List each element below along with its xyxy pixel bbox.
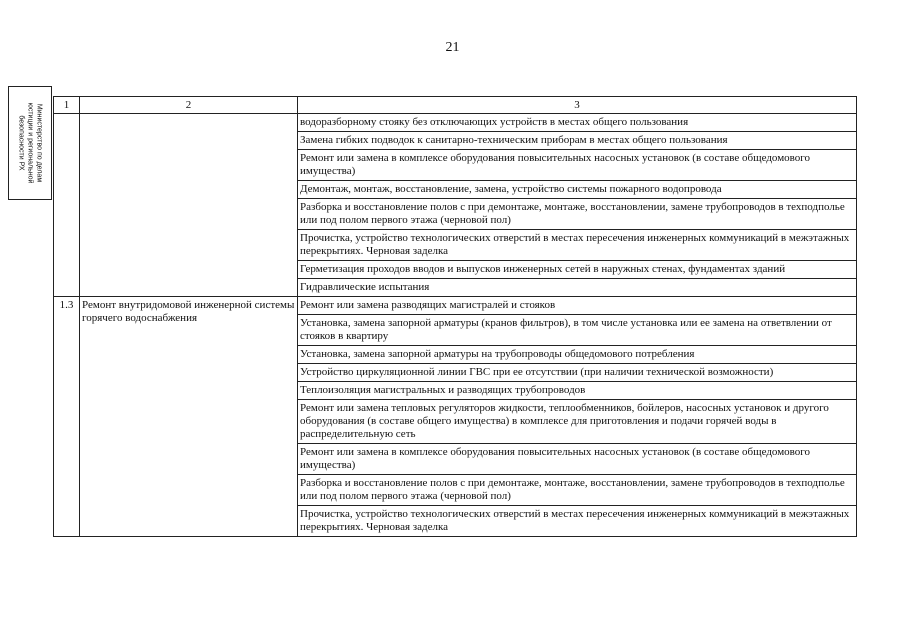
work-item: Прочистка, устройство технологических отверстий в местах пересечения инженерных коммуникаций в межэтажных перекрытиях. Черновая заделка [298,506,857,537]
work-item: Установка, замена запорной арматуры (кранов фильтров), в том числе установка или ее замена на ответвлении от стояков в квартиру [298,315,857,346]
section-number-cell [54,114,80,297]
work-item: Ремонт или замена разводящих магистралей и стояков [298,297,857,315]
work-item: Разборка и восстановление полов с при демонтаже, монтаже, восстановлении, замене трубопроводов в техподполье или под полом первого этажа (черновой пол) [298,475,857,506]
page-number: 21 [445,40,460,55]
work-item: Прочистка, устройство технологических отверстий в местах пересечения инженерных коммуникаций в межэтажных перекрытиях. Черновая заделка [298,230,857,261]
work-item: водоразборному стояку без отключающих устройств в местах общего пользования [298,114,857,132]
section-number: 1.3 [54,297,80,537]
work-item: Гидравлические испытания [298,279,857,297]
stamp-line: Министерство по делам [35,103,43,183]
work-item: Установка, замена запорной арматуры на трубопроводы общедомового потребления [298,346,857,364]
work-item: Герметизация проходов вводов и выпусков инженерных сетей в наружных стенах, фундаментах зданий [298,261,857,279]
table-header-row [54,97,857,114]
work-item: Устройство циркуляционной линии ГВС при ее отсутствии (при наличии технической возможности) [298,364,857,382]
work-item: Теплоизоляция магистральных и разводящих трубопроводов [298,382,857,400]
stamp-line: безопасности РХ [17,115,25,171]
work-item: Ремонт или замена тепловых регуляторов жидкости, теплообменников, бойлеров, насосных установок и другого оборудования (в составе общего имущества) в комплексе для приготовления и подачи горячей воды в распределительную сеть [298,400,857,444]
table-row [54,114,857,132]
stamp-text [17,91,44,195]
work-item: Ремонт или замена в комплексе оборудования повысительных насосных установок (в составе общедомового имущества) [298,150,857,181]
column-header: 2 [80,97,298,114]
registration-stamp [8,86,52,200]
work-item: Ремонт или замена в комплексе оборудования повысительных насосных установок (в составе общедомового имущества) [298,444,857,475]
works-table [53,96,857,537]
work-item: Разборка и восстановление полов с при демонтаже, монтаже, восстановлении, замене трубопроводов в техподполье или под полом первого этажа (черновой пол) [298,199,857,230]
stamp-line: юстиции и региональной [26,102,34,184]
section-title: Ремонт внутридомовой инженерной системы горячего водоснабжения [80,297,298,537]
section-title-cell [80,114,298,297]
column-header: 1 [54,97,80,114]
column-header: 3 [298,97,857,114]
table-row [54,297,857,315]
work-item: Замена гибких подводок к санитарно-техническим приборам в местах общего пользования [298,132,857,150]
work-item: Демонтаж, монтаж, восстановление, замена, устройство системы пожарного водопровода [298,181,857,199]
